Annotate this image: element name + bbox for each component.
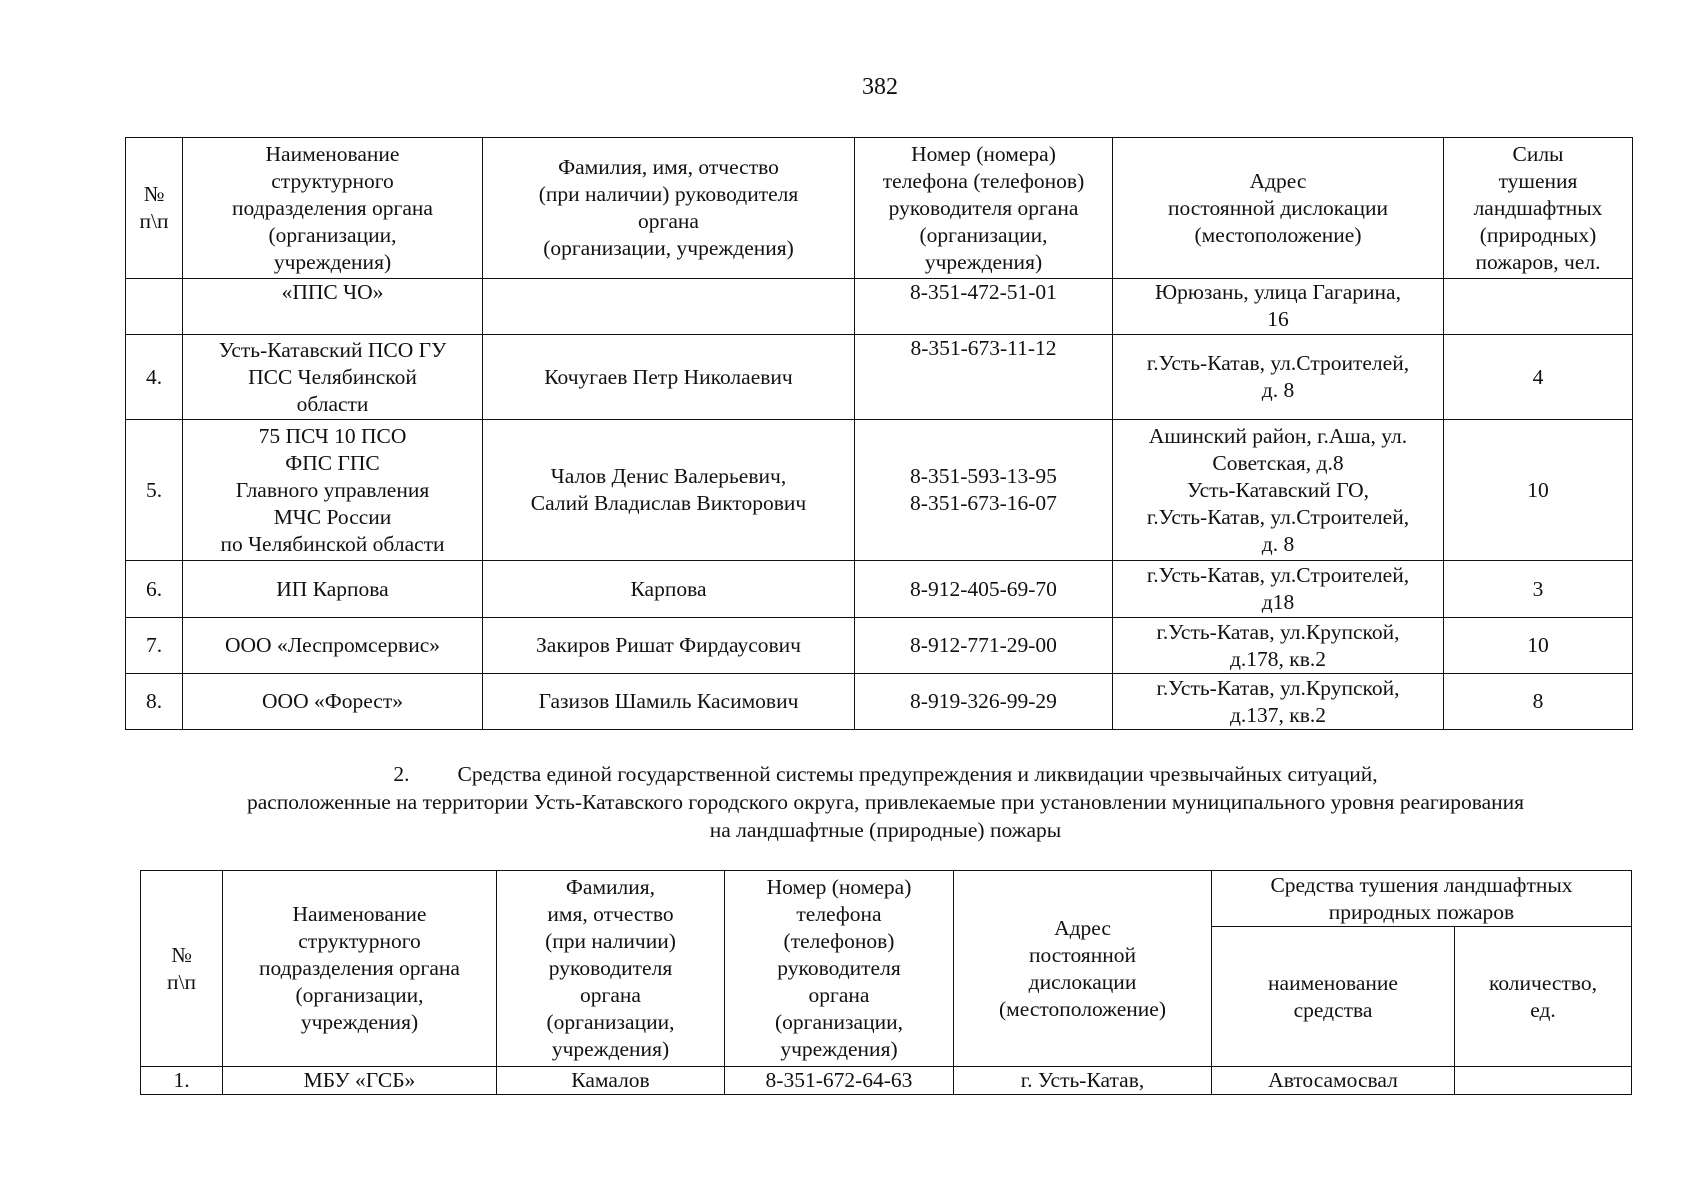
cell-num: 4. — [126, 335, 183, 420]
header-head: Фамилия, имя, отчество (при наличии) руководителя органа (организации, учреждения) — [497, 871, 725, 1067]
cell-name: Усть-Катавский ПСО ГУ ПСС Челябинской области — [183, 335, 483, 420]
header-phone: Номер (номера) телефона (телефонов) руководителя органа (организации, учреждения) — [725, 871, 954, 1067]
cell-phone: 8-351-673-11-12 — [855, 335, 1113, 420]
cell-forces: 3 — [1444, 561, 1633, 618]
table-header-row — [141, 871, 1632, 927]
cell-phone: 8-351-472-51-01 — [855, 279, 1113, 335]
cell-address: г.Усть-Катав, ул.Крупской, д.178, кв.2 — [1113, 618, 1444, 674]
section-heading-line: на ландшафтные (природные) пожары — [709, 818, 1062, 842]
cell-name: 75 ПСЧ 10 ПСО ФПС ГПС Главного управления МЧС России по Челябинской области — [183, 420, 483, 561]
cell-means-name: Автосамосвал — [1212, 1067, 1455, 1095]
page-number: 382 — [862, 74, 898, 100]
header-means-qty: количество, ед. — [1455, 927, 1632, 1067]
table-header-row — [126, 138, 1633, 279]
table-row — [126, 335, 1633, 420]
cell-name: ООО «Леспромсервис» — [183, 618, 483, 674]
cell-address: Ашинский район, г.Аша, ул. Советская, д.8 Усть-Катавский ГО, г.Усть-Катав, ул.Строителей, д. 8 — [1113, 420, 1444, 561]
table-row — [126, 420, 1633, 561]
cell-head: Карпова — [483, 561, 855, 618]
cell-num: 7. — [126, 618, 183, 674]
header-means-name: наименование средства — [1212, 927, 1455, 1067]
header-head: Фамилия, имя, отчество (при наличии) руководителя органа (организации, учреждения) — [483, 138, 855, 279]
cell-num: 5. — [126, 420, 183, 561]
table-row — [126, 674, 1633, 730]
table-row — [126, 618, 1633, 674]
cell-num — [126, 279, 183, 335]
section-2-heading — [140, 760, 1631, 844]
cell-head: Камалов — [497, 1067, 725, 1095]
table-row — [126, 279, 1633, 335]
header-address: Адрес постоянной дислокации (местоположение) — [954, 871, 1212, 1067]
cell-phone: 8-351-593-13-95 8-351-673-16-07 — [855, 420, 1113, 561]
header-forces: Силы тушения ландшафтных (природных) пожаров, чел. — [1444, 138, 1633, 279]
header-address: Адрес постоянной дислокации (местоположение) — [1113, 138, 1444, 279]
cell-num: 1. — [141, 1067, 223, 1095]
table-row — [126, 561, 1633, 618]
header-phone: Номер (номера) телефона (телефонов) руководителя органа (организации, учреждения) — [855, 138, 1113, 279]
cell-forces — [1444, 279, 1633, 335]
cell-forces: 4 — [1444, 335, 1633, 420]
cell-name: ООО «Форест» — [183, 674, 483, 730]
cell-phone: 8-351-672-64-63 — [725, 1067, 954, 1095]
cell-address: г.Усть-Катав, ул.Строителей, д18 — [1113, 561, 1444, 618]
cell-address: г.Усть-Катав, ул.Крупской, д.137, кв.2 — [1113, 674, 1444, 730]
header-num: № п\п — [141, 871, 223, 1067]
forces-table — [125, 137, 1633, 730]
cell-head: Кочугаев Петр Николаевич — [483, 335, 855, 420]
section-heading-line: расположенные на территории Усть-Катавского городского округа, привлекаемые при установлении муниципального уровня реагирования — [246, 790, 1525, 814]
cell-address: г. Усть-Катав, — [954, 1067, 1212, 1095]
table-row — [141, 1067, 1632, 1095]
cell-address: г.Усть-Катав, ул.Строителей, д. 8 — [1113, 335, 1444, 420]
header-num: № п\п — [126, 138, 183, 279]
cell-num: 8. — [126, 674, 183, 730]
header-means-group: Средства тушения ландшафтных природных пожаров — [1212, 871, 1632, 927]
cell-phone: 8-919-326-99-29 — [855, 674, 1113, 730]
cell-name: «ППС ЧО» — [183, 279, 483, 335]
cell-forces: 8 — [1444, 674, 1633, 730]
section-title-part: Средства единой государственной системы предупреждения и ликвидации чрезвычайных ситуаций, — [457, 762, 1378, 786]
cell-name: МБУ «ГСБ» — [223, 1067, 497, 1095]
cell-phone: 8-912-771-29-00 — [855, 618, 1113, 674]
cell-head: Газизов Шамиль Касимович — [483, 674, 855, 730]
header-name: Наименование структурного подразделения органа (организации, учреждения) — [183, 138, 483, 279]
means-table — [140, 870, 1632, 1095]
section-number: 2. — [393, 762, 410, 786]
cell-name: ИП Карпова — [183, 561, 483, 618]
cell-phone: 8-912-405-69-70 — [855, 561, 1113, 618]
cell-head: Чалов Денис Валерьевич, Салий Владислав Викторович — [483, 420, 855, 561]
header-name: Наименование структурного подразделения органа (организации, учреждения) — [223, 871, 497, 1067]
cell-head — [483, 279, 855, 335]
cell-address: Юрюзань, улица Гагарина, 16 — [1113, 279, 1444, 335]
cell-head: Закиров Ришат Фирдаусович — [483, 618, 855, 674]
section-heading-line — [140, 760, 1631, 788]
cell-forces: 10 — [1444, 618, 1633, 674]
cell-means-qty — [1455, 1067, 1632, 1095]
cell-forces: 10 — [1444, 420, 1633, 561]
cell-num: 6. — [126, 561, 183, 618]
